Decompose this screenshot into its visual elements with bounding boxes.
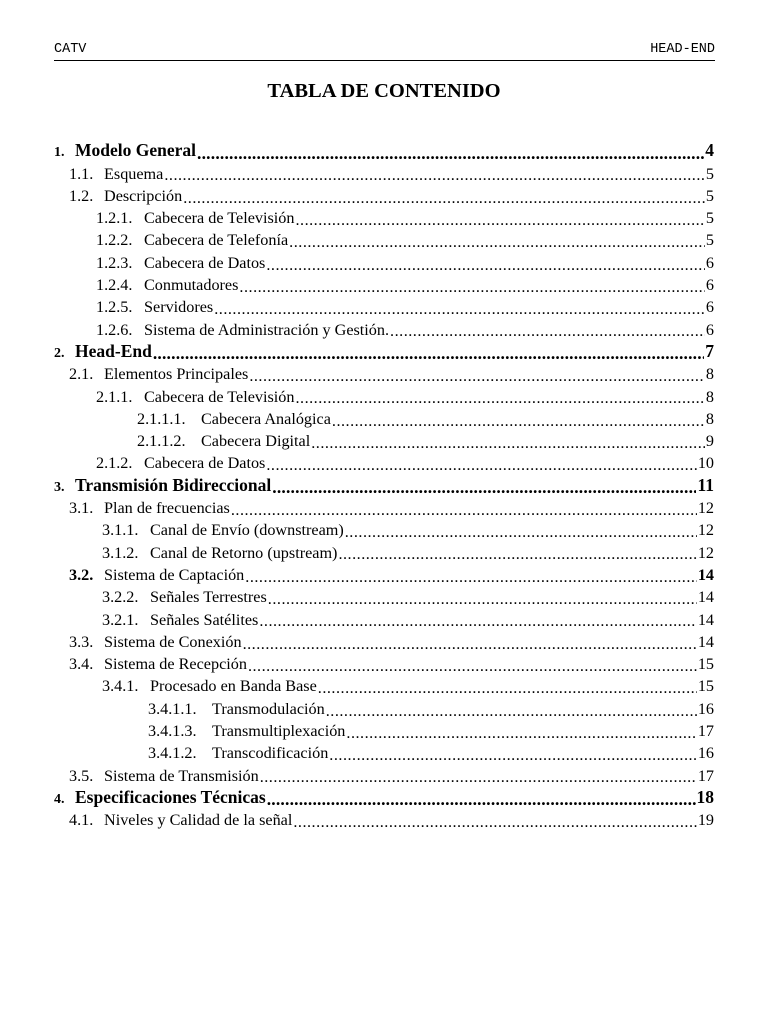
toc-entry-label: Transmultiplexación xyxy=(212,722,346,741)
toc-entry-label: Cabecera de Televisión xyxy=(144,387,295,406)
toc-entry-number: 3.1.2. xyxy=(102,543,139,562)
toc-entry-number: 1.2.4. xyxy=(96,276,133,295)
toc-entry-page: 5 xyxy=(705,209,714,228)
toc-entry-page: 11 xyxy=(697,474,714,495)
dot-leader xyxy=(311,434,705,450)
toc-entry-page: 17 xyxy=(697,722,714,741)
toc-entry-number: 2.1.1. xyxy=(96,387,133,406)
toc-entry-label: Señales Satélites xyxy=(150,610,259,629)
toc-entry-label: Canal de Retorno (upstream) xyxy=(150,543,338,562)
toc-entry-page: 15 xyxy=(697,655,714,674)
toc-entry-label: Sistema de Conexión xyxy=(104,632,242,651)
toc-entry[interactable] xyxy=(54,184,714,206)
toc-entry[interactable] xyxy=(54,161,714,183)
toc-entry-page: 6 xyxy=(705,253,714,272)
toc-entry-label: Head-End xyxy=(75,340,152,361)
dot-leader xyxy=(268,590,697,606)
toc-entry-page: 15 xyxy=(697,677,714,696)
toc-entry-page: 14 xyxy=(697,610,714,629)
toc-entry[interactable] xyxy=(54,206,714,228)
toc-entry-number: 2. xyxy=(54,345,65,361)
toc-entry-page: 6 xyxy=(705,276,714,295)
toc-entry-page: 6 xyxy=(705,320,714,339)
toc-entry-page: 19 xyxy=(697,811,714,830)
toc-entry[interactable] xyxy=(54,696,714,718)
toc-entry-number: 3.4.1.1. xyxy=(148,699,197,718)
toc-entry-number: 3.1.1. xyxy=(102,521,139,540)
toc-entry[interactable] xyxy=(54,652,714,674)
toc-entry[interactable] xyxy=(54,317,714,339)
dot-leader xyxy=(260,768,697,784)
toc-entry-label: Transmisión Bidireccional xyxy=(75,474,272,495)
dot-leader xyxy=(197,143,704,161)
toc-entry-page: 16 xyxy=(697,744,714,763)
dot-leader xyxy=(332,412,705,428)
toc-entry[interactable] xyxy=(54,607,714,629)
page-title: TABLA DE CONTENIDO xyxy=(267,80,501,102)
toc-entry-label: Cabecera de Telefonía xyxy=(144,231,289,250)
toc-entry-number: 3.2. xyxy=(69,565,94,584)
toc-entry-page: 17 xyxy=(697,766,714,785)
toc-entry-page: 14 xyxy=(697,588,714,607)
toc-entry-number: 1.1. xyxy=(69,164,94,183)
dot-leader xyxy=(239,278,704,294)
toc-entry-page: 8 xyxy=(705,365,714,384)
header-left: CATV xyxy=(54,42,87,57)
toc-entry-page: 10 xyxy=(697,454,714,473)
toc-entry-label: Niveles y Calidad de la señal xyxy=(104,811,293,830)
toc-entry[interactable] xyxy=(54,518,714,540)
toc-entry-page: 8 xyxy=(705,409,714,428)
toc-entry-number: 2.1.1.2. xyxy=(137,432,186,451)
toc-entry-number: 1.2. xyxy=(69,186,94,205)
dot-leader xyxy=(183,189,705,205)
dot-leader xyxy=(243,635,697,651)
toc-entry-number: 2.1.1.1. xyxy=(137,409,186,428)
dot-leader xyxy=(267,789,696,807)
toc-entry-label: Cabecera de Televisión xyxy=(144,209,295,228)
toc-entry[interactable] xyxy=(54,719,714,741)
toc-entry-number: 1.2.3. xyxy=(96,253,133,272)
toc-entry[interactable] xyxy=(54,295,714,317)
toc-entry-label: Cabecera Analógica xyxy=(201,409,331,428)
toc-entry-page: 14 xyxy=(697,632,714,651)
toc-entry[interactable] xyxy=(54,808,714,830)
dot-leader xyxy=(346,724,696,740)
toc-entry[interactable] xyxy=(54,340,714,362)
toc-entry-page: 9 xyxy=(705,432,714,451)
toc-entry[interactable] xyxy=(54,763,714,785)
toc-entry-label: Cabecera de Datos xyxy=(144,253,266,272)
toc-entry[interactable] xyxy=(54,473,714,495)
toc-entry-number: 3.2.1. xyxy=(102,610,139,629)
toc-entry-number: 4. xyxy=(54,791,65,807)
toc-entry-page: 8 xyxy=(705,387,714,406)
toc-entry-number: 1.2.6. xyxy=(96,320,133,339)
toc-entry-label: Esquema xyxy=(104,164,164,183)
dot-leader xyxy=(338,545,696,561)
dot-leader xyxy=(293,813,696,829)
dot-leader xyxy=(249,367,705,383)
toc-entry-label: Cabecera Digital xyxy=(201,432,311,451)
toc-entry-number: 2.1.2. xyxy=(96,454,133,473)
dot-leader xyxy=(153,343,704,361)
toc-entry-number: 4.1. xyxy=(69,811,94,830)
toc-entry-number: 3.2.2. xyxy=(102,588,139,607)
dot-leader xyxy=(272,477,696,495)
toc-entry-number: 3.4.1.3. xyxy=(148,722,197,741)
toc-entry-page: 18 xyxy=(696,786,714,807)
toc-entry[interactable] xyxy=(54,563,714,585)
toc-entry-page: 7 xyxy=(705,340,714,361)
toc-entry[interactable] xyxy=(54,362,714,384)
toc-entry[interactable] xyxy=(54,250,714,272)
toc-entry-page: 12 xyxy=(697,521,714,540)
toc-entry-number: 3.1. xyxy=(69,499,94,518)
page-header xyxy=(54,42,715,61)
toc-entry[interactable] xyxy=(54,139,714,161)
dot-leader xyxy=(345,523,697,539)
toc-entry[interactable] xyxy=(54,273,714,295)
toc-entry-number: 1.2.1. xyxy=(96,209,133,228)
toc-entry-label: Procesado en Banda Base xyxy=(150,677,317,696)
dot-leader xyxy=(245,568,697,584)
toc-entry-number: 3.5. xyxy=(69,766,94,785)
toc-entry-page: 12 xyxy=(697,543,714,562)
toc-entry-label: Sistema de Administración y Gestión. xyxy=(144,320,390,339)
dot-leader xyxy=(231,501,697,517)
toc-entry-label: Transcodificación xyxy=(212,744,329,763)
toc-entry-number: 3.4. xyxy=(69,655,94,674)
toc-entry-label: Canal de Envío (downstream) xyxy=(150,521,344,540)
dot-leader xyxy=(266,456,696,472)
toc-entry-label: Descripción xyxy=(104,186,183,205)
dot-leader xyxy=(289,233,705,249)
toc-entry-page: 16 xyxy=(697,699,714,718)
toc-entry-number: 1.2.5. xyxy=(96,298,133,317)
toc-entry-number: 3. xyxy=(54,479,65,495)
toc-entry-label: Elementos Principales xyxy=(104,365,249,384)
dot-leader xyxy=(390,322,705,338)
dot-leader xyxy=(248,657,697,673)
toc-entry-page: 5 xyxy=(705,186,714,205)
dot-leader xyxy=(214,300,705,316)
toc-entry-label: Plan de frecuencias xyxy=(104,499,230,518)
dot-leader xyxy=(326,702,697,718)
dot-leader xyxy=(259,612,696,628)
toc-entry-label: Servidores xyxy=(144,298,214,317)
toc-entry-label: Modelo General xyxy=(75,140,197,161)
toc-entry-number: 2.1. xyxy=(69,365,94,384)
table-of-contents xyxy=(54,139,714,830)
toc-entry-page: 5 xyxy=(705,164,714,183)
toc-entry-label: Señales Terrestres xyxy=(150,588,267,607)
toc-entry-page: 5 xyxy=(705,231,714,250)
toc-entry[interactable] xyxy=(54,384,714,406)
toc-entry[interactable] xyxy=(54,407,714,429)
toc-entry-label: Cabecera de Datos xyxy=(144,454,266,473)
dot-leader xyxy=(318,679,697,695)
toc-entry-number: 3.4.1. xyxy=(102,677,139,696)
toc-entry[interactable] xyxy=(54,228,714,250)
toc-entry[interactable] xyxy=(54,451,714,473)
toc-entry-label: Sistema de Recepción xyxy=(104,655,247,674)
dot-leader xyxy=(295,389,704,405)
dot-leader xyxy=(329,746,697,762)
toc-entry-page: 6 xyxy=(705,298,714,317)
toc-entry-page: 12 xyxy=(697,499,714,518)
toc-entry[interactable] xyxy=(54,786,714,808)
toc-entry[interactable] xyxy=(54,674,714,696)
toc-entry[interactable] xyxy=(54,630,714,652)
toc-entry-number: 1. xyxy=(54,145,65,161)
toc-entry-number: 1.2.2. xyxy=(96,231,133,250)
toc-entry[interactable] xyxy=(54,429,714,451)
toc-entry-label: Sistema de Transmisión xyxy=(104,766,259,785)
toc-entry-label: Conmutadores xyxy=(144,276,239,295)
header-right: HEAD-END xyxy=(650,42,715,57)
toc-entry-number: 3.3. xyxy=(69,632,94,651)
toc-entry-label: Especificaciones Técnicas xyxy=(75,786,266,807)
toc-entry-page: 4 xyxy=(705,140,714,161)
dot-leader xyxy=(164,166,705,182)
toc-entry[interactable] xyxy=(54,741,714,763)
dot-leader xyxy=(295,211,704,227)
toc-entry[interactable] xyxy=(54,540,714,562)
toc-entry-label: Transmodulación xyxy=(212,699,325,718)
toc-entry[interactable] xyxy=(54,585,714,607)
toc-entry[interactable] xyxy=(54,496,714,518)
toc-entry-label: Sistema de Captación xyxy=(104,565,245,584)
dot-leader xyxy=(266,256,705,272)
toc-entry-page: 14 xyxy=(697,565,714,584)
toc-entry-number: 3.4.1.2. xyxy=(148,744,197,763)
